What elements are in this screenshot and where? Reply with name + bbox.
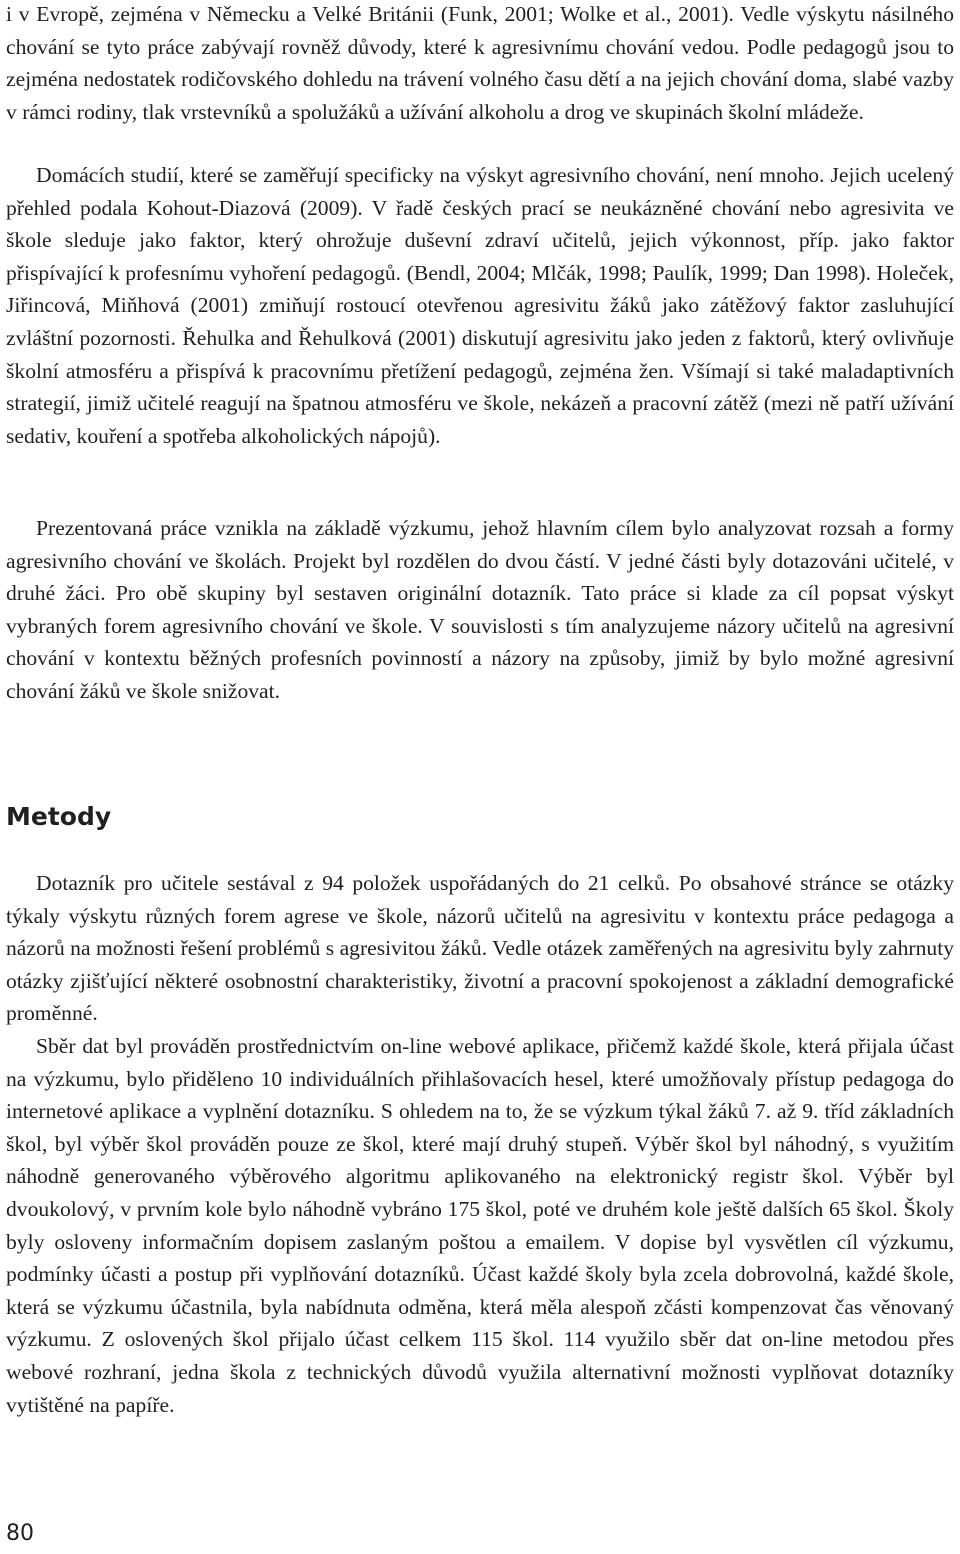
paragraph-questionnaire: Dotazník pro učitele sestával z 94 položek uspořádaných do 21 celků. Po obsahové stránce se otázky týkaly výskytu různých forem agrese ve škole, názorů učitelů na agresivitu v kontextu práce pedagoga a názorů na možnosti řešení problémů s agresivitou žáků. Vedle otázek zaměřených na agresivitu byly zahrnuty otázky zjišťující některé osobnostní charakteristiky, životní a pracovní spokojenost a základní demografické proměnné. xyxy=(6,871,954,1026)
paragraph-presented-work: Prezentovaná práce vznikla na základě výzkumu, jehož hlavním cílem bylo analyzovat rozsah a formy agresivního chování ve školách. Projekt byl rozdělen do dvou částí. V jedné části byly dotazováni učitelé, v druhé žáci. Pro obě skupiny byl sestaven originální dotazník. Tato práce si klade za cíl popsat výskyt vybraných forem agresivního chování ve škole. V souvislosti s tím analyzujeme názory učitelů na agresivní chování v kontextu běžných profesních povinností a názory na způsoby, jimiž by bylo možné agresivní chování žáků ve škole snižovat. xyxy=(6,516,954,703)
paragraph-continuation: i v Evropě, zejména v Německu a Velké Británii (Funk, 2001; Wolke et al., 2001). Vedle výskytu násilného chování se tyto práce zabývají rovněž důvody, které k agresivnímu chování vedou. Podle pedagogů jsou to zejména nedostatek rodičovského dohledu na trávení volného času dětí a na jejich chování doma, slabé vazby v rámci rodiny, tlak vrstevníků a spolužáků a užívání alkoholu a drog ve skupinách školní mládeže. xyxy=(6,2,954,124)
section-heading-metody: Metody xyxy=(6,802,112,831)
paragraph-domestic-studies: Domácích studií, které se zaměřují specificky na výskyt agresivního chování, není mnoho. Jejich ucelený přehled podala Kohout-Diazová (2009). V řadě českých prací se neukázněné chování nebo agresivita ve škole sleduje jako faktor, který ohrožuje duševní zdraví učitelů, jejich výkonnost, příp. jako faktor přispívající k profesnímu vyhoření pedagogů. (Bendl, 2004; Mlčák, 1998; Paulík, 1999; Dan 1998). Holeček, Jiřincová, Miňhová (2001) zmiňují rostoucí otevřenou agresivitu žáků jako zátěžový faktor zasluhující zvláštní pozornosti. Řehulka and Řehulková (2001) diskutují agresivitu jako jeden z faktorů, který ovlivňuje školní atmosféru a přispívá k pracovnímu přetížení pedagogů, zejména žen. Všímají si také maladaptivních strategií, jimiž učitelé reagují na špatnou atmosféru ve škole, nekázeň a pracovní zátěž (mezi ně patří užívání sedativ, kouření a spotřeba alkoholických nápojů). xyxy=(6,163,954,448)
page-number: 80 xyxy=(6,1521,34,1546)
paragraph-data-collection: Sběr dat byl prováděn prostřednictvím on-line webové aplikace, přičemž každé škole, která přijala účast na výzkumu, bylo přiděleno 10 individuálních přihlašovacích hesel, které umožňovaly přístup pedagoga do internetové aplikace a vyplnění dotazníku. S ohledem na to, že se výzkum týkal žáků 7. až 9. tříd základních škol, byl výběr škol prováděn pouze ze škol, které mají druhý stupeň. Výběr škol byl náhodný, s využitím náhodně generovaného výběrového algoritmu aplikovaného na elektronický registr škol. Výběr byl dvoukolový, v prvním kole bylo náhodně vybráno 175 škol, poté ve druhém kole ještě dalších 65 škol. Školy byly osloveny informačním dopisem zaslaným poštou a emailem. V dopise byl vysvětlen cíl výzkumu, podmínky účasti a postup při vyplňování dotazníků. Účast každé školy byla zcela dobrovolná, každé škole, která se výzkumu účastnila, byla nabídnuta odměna, která měla alespoň zčásti kompenzovat čas věnovaný výzkumu. Z oslovených škol přijalo účast celkem 115 škol. 114 využilo sběr dat on-line metodou přes webové rozhraní, jedna škola z technických důvodů využila alternativní možnosti vyplňovat dotazníky vytištěné na papíře. xyxy=(6,1034,954,1417)
